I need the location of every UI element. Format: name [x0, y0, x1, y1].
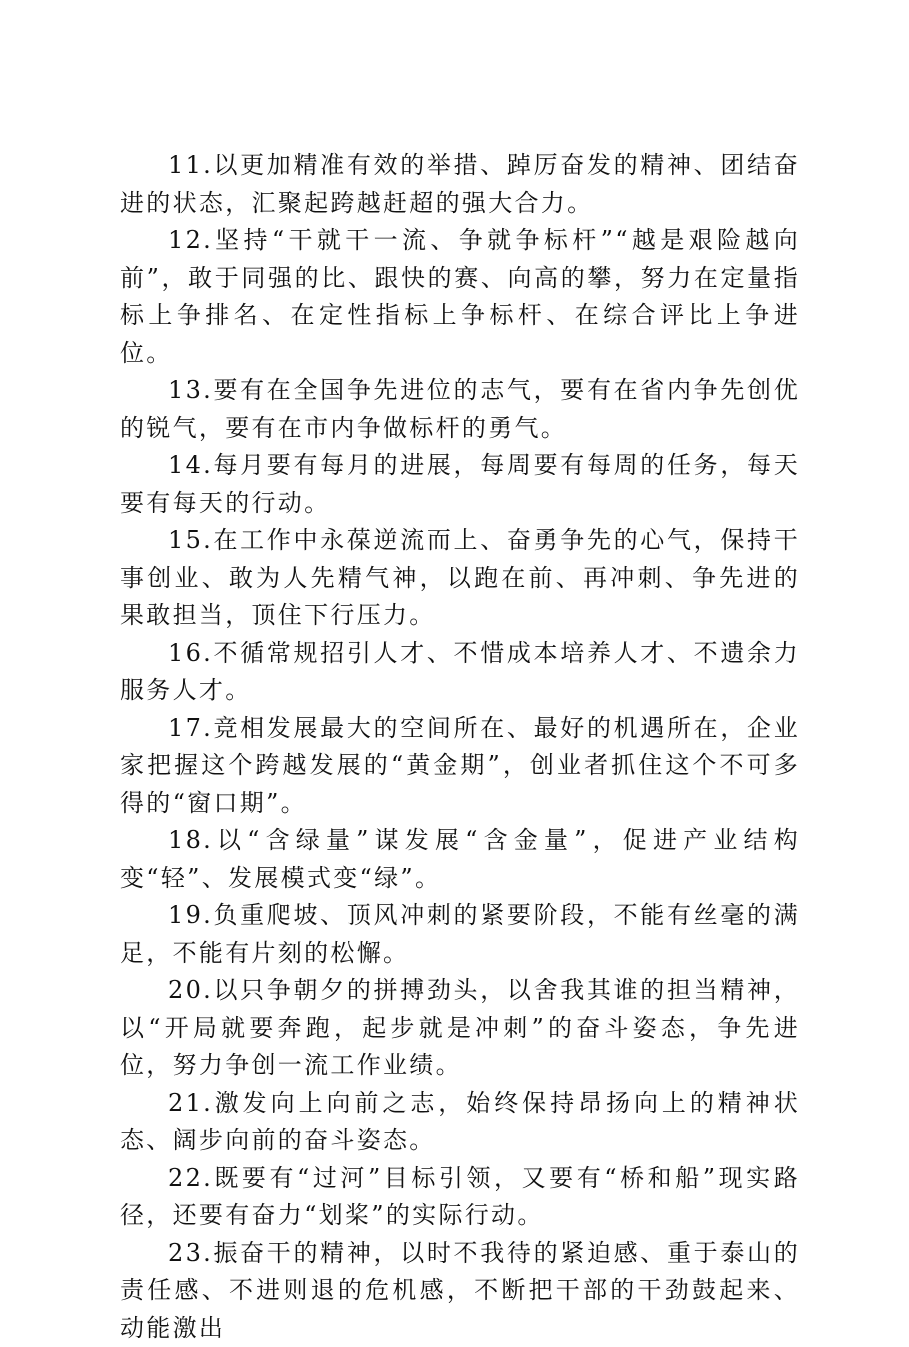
paragraph-23: 23.振奋干的精神，以时不我待的紧迫感、重于泰山的责任感、不进则退的危机感，不断把干部的干劲鼓起来、动能激出 — [120, 1235, 800, 1347]
paragraph-19: 19.负重爬坡、顶风冲刺的紧要阶段，不能有丝毫的满足，不能有片刻的松懈。 — [120, 897, 800, 972]
paragraph-20: 20.以只争朝夕的拼搏劲头，以舍我其谁的担当精神，以“开局就要奔跑，起步就是冲刺”的奋斗姿态，争先进位，努力争创一流工作业绩。 — [120, 972, 800, 1085]
paragraph-12: 12.坚持“干就干一流、争就争标杆”“越是艰险越向前”，敢于同强的比、跟快的赛、向高的攀，努力在定量指标上争排名、在定性指标上争标杆、在综合评比上争进位。 — [120, 222, 800, 372]
paragraph-13: 13.要有在全国争先进位的志气，要有在省内争先创优的锐气，要有在市内争做标杆的勇气。 — [120, 372, 800, 447]
paragraph-16: 16.不循常规招引人才、不惜成本培养人才、不遗余力服务人才。 — [120, 635, 800, 710]
paragraph-18: 18.以“含绿量”谋发展“含金量”，促进产业结构变“轻”、发展模式变“绿”。 — [120, 822, 800, 897]
paragraph-11: 11.以更加精准有效的举措、踔厉奋发的精神、团结奋进的状态，汇聚起跨越赶超的强大合力。 — [120, 147, 800, 222]
paragraph-15: 15.在工作中永葆逆流而上、奋勇争先的心气，保持干事创业、敢为人先精气神，以跑在前、再冲刺、争先进的果敢担当，顶住下行压力。 — [120, 522, 800, 635]
paragraph-17: 17.竞相发展最大的空间所在、最好的机遇所在，企业家把握这个跨越发展的“黄金期”，创业者抓住这个不可多得的“窗口期”。 — [120, 710, 800, 823]
paragraph-21: 21.激发向上向前之志，始终保持昂扬向上的精神状态、阔步向前的奋斗姿态。 — [120, 1085, 800, 1160]
document-body — [120, 147, 800, 1347]
paragraph-14: 14.每月要有每月的进展，每周要有每周的任务，每天要有每天的行动。 — [120, 447, 800, 522]
paragraph-22: 22.既要有“过河”目标引领，又要有“桥和船”现实路径，还要有奋力“划桨”的实际行动。 — [120, 1160, 800, 1235]
